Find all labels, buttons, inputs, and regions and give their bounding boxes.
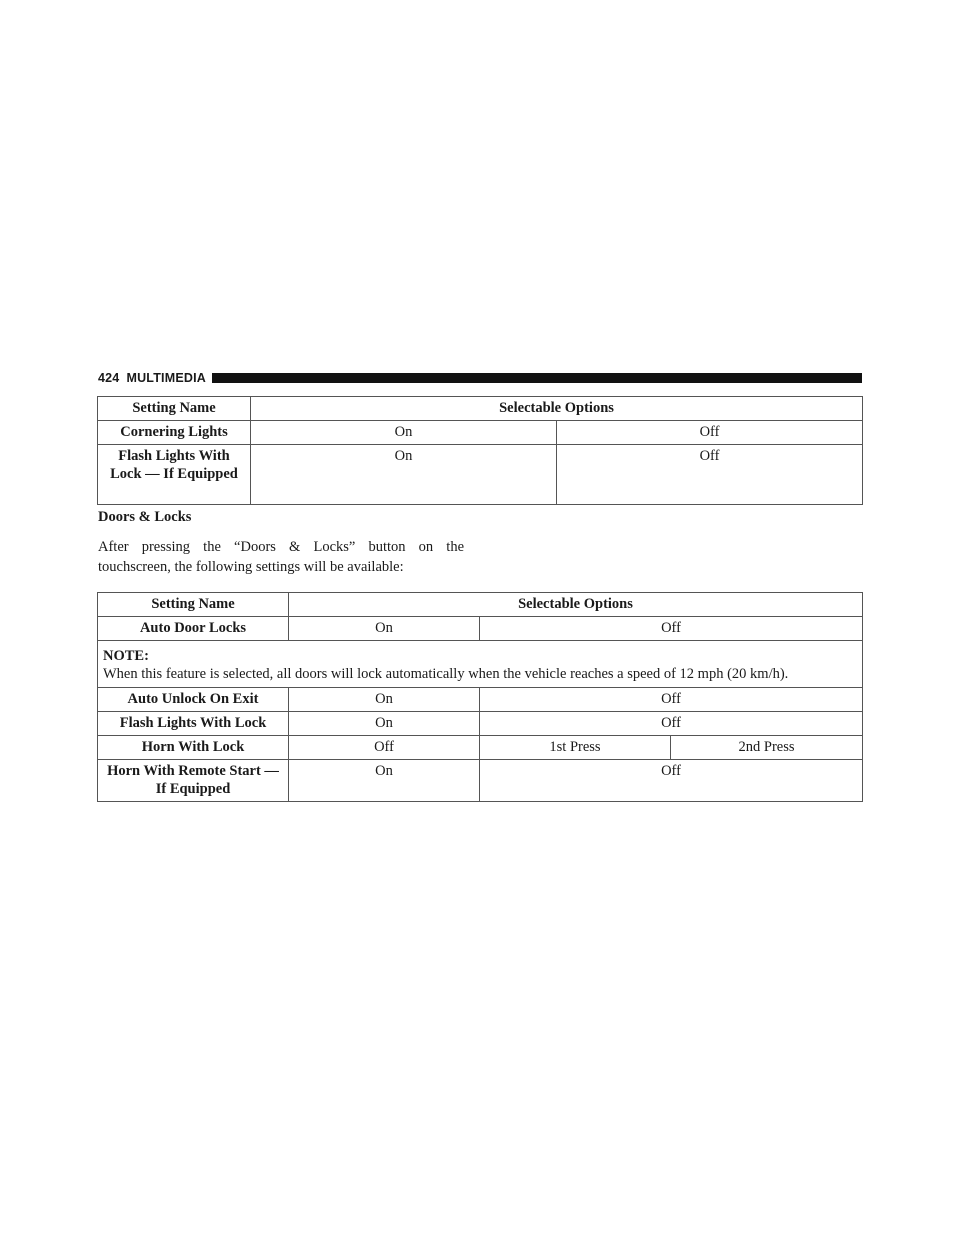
note-cell — [98, 641, 863, 688]
option-cell: Off — [557, 421, 863, 445]
option-cell: Off — [480, 760, 863, 802]
table-row — [98, 760, 863, 802]
section-title: MULTIMEDIA — [126, 371, 207, 385]
page-header-text — [98, 371, 206, 385]
option-cell: Off — [480, 617, 863, 641]
option-cell: On — [289, 712, 480, 736]
option-cell: 2nd Press — [671, 736, 863, 760]
option-cell: On — [251, 445, 557, 505]
table-row — [98, 688, 863, 712]
setting-name-cell: Flash Lights With Lock — [98, 712, 289, 736]
table-row — [98, 712, 863, 736]
doors-locks-settings-table — [97, 592, 863, 802]
header-rule — [212, 373, 862, 383]
page-number: 424 — [98, 371, 120, 385]
table-row — [98, 445, 863, 505]
option-cell: 1st Press — [480, 736, 671, 760]
option-cell: On — [289, 688, 480, 712]
table-header-row — [98, 593, 863, 617]
option-cell: Off — [289, 736, 480, 760]
setting-name-cell: Horn With Lock — [98, 736, 289, 760]
table-row — [98, 421, 863, 445]
lights-settings-table — [97, 396, 863, 505]
section-heading: Doors & Locks — [98, 509, 192, 525]
setting-name-header: Setting Name — [98, 397, 251, 421]
option-cell: On — [289, 617, 480, 641]
setting-name-cell: Cornering Lights — [98, 421, 251, 445]
setting-name-cell: Auto Unlock On Exit — [98, 688, 289, 712]
setting-name-header: Setting Name — [98, 593, 289, 617]
note-text: When this feature is selected, all doors will lock automatically when the vehicle reaches a speed of 12 mph (20 km/h). — [103, 666, 789, 682]
selectable-options-header: Selectable Options — [289, 593, 863, 617]
note-label: NOTE: — [103, 648, 149, 664]
setting-name-cell: Flash Lights With Lock — If Equipped — [98, 445, 251, 505]
option-cell: Off — [557, 445, 863, 505]
table-row — [98, 617, 863, 641]
option-cell: On — [289, 760, 480, 802]
table-row — [98, 736, 863, 760]
page-header — [98, 370, 862, 386]
note-row — [98, 641, 863, 688]
body-paragraph: After pressing the “Doors & Locks” button on the touchscreen, the following settings will be available: — [98, 539, 464, 575]
option-cell: Off — [480, 688, 863, 712]
selectable-options-header: Selectable Options — [251, 397, 863, 421]
option-cell: Off — [480, 712, 863, 736]
setting-name-cell: Horn With Remote Start — If Equipped — [98, 760, 289, 802]
table-header-row — [98, 397, 863, 421]
setting-name-cell: Auto Door Locks — [98, 617, 289, 641]
option-cell: On — [251, 421, 557, 445]
